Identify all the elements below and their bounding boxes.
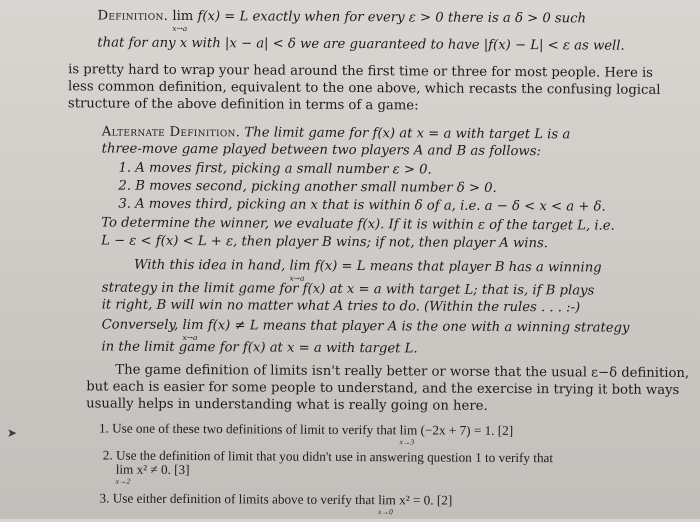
- definition-limit: lim x→a: [172, 8, 194, 34]
- closing-line-1: The game definition of limits isn't really better or worse that the usual ε−δ definition,: [115, 362, 690, 382]
- intro-line-3: structure of the above definition in terms of a game:: [67, 96, 419, 114]
- question-1-limit: lim x→3: [399, 422, 418, 447]
- move-item-3: 3. A moves third, picking an x that is within δ of a, i.e. a − δ < x < a + δ.: [118, 196, 606, 215]
- converse-line-2: in the limit game for f(x) at x = a with target L.: [101, 339, 418, 357]
- question-2-line-2: lim x→2 x² ≠ 0. [3]: [115, 461, 190, 486]
- idea-limit: lim x→a: [289, 258, 311, 283]
- winner-line-2: L − ε < f(x) < L + ε, then player B wins; if not, then player A wins.: [101, 233, 549, 252]
- question-2-limit: lim x→2: [115, 461, 134, 486]
- alt-definition-line-1: Alternate Definition. The limit game for f(x) at x = a with target L is a: [101, 124, 571, 143]
- closing-line-3: usually helps in understanding what is really going on here.: [86, 396, 488, 414]
- question-3: 3. Use either definition of limits above to verify that lim x→0 x² = 0. [2]: [99, 490, 453, 517]
- question-2-line-1: 2. Use the definition of limit that you didn't use in answering question 1 to verify that: [102, 447, 554, 466]
- definition-label: Definition.: [97, 8, 169, 24]
- move-item-1: 1. A moves first, picking a small number ε > 0.: [118, 160, 432, 178]
- idea-line-1: With this idea in hand, lim x→a f(x) = L means that player B has a winning: [133, 257, 602, 283]
- question-3-limit: lim x→0: [378, 492, 396, 517]
- question-1: 1. Use one of these two definitions of limit to verify that lim x→3 (−2x + 7) = 1. [2]: [98, 420, 514, 447]
- margin-arrow-icon: ➤: [6, 425, 18, 440]
- closing-line-2: but each is easier for some people to understand, and the exercise in trying it both ways: [86, 379, 680, 399]
- intro-line-2: less common definition, equivalent to the one above, which recasts the confusing logical: [68, 79, 661, 98]
- alt-definition-label: Alternate Definition.: [101, 124, 241, 141]
- idea-line-3: it right, B will win no matter what A tries to do. (Within the rules . . . :-): [101, 297, 581, 316]
- idea-line-2: strategy in the limit game for f(x) at x = a with target L; that is, if B plays: [101, 280, 595, 299]
- definition-line-1: Definition. lim x→a f(x) = L exactly when for every ε > 0 there is a δ > 0 such: [97, 8, 587, 34]
- definition-line-2: that for any x with |x − a| < δ we are guaranteed to have |f(x) − L| < ε as well.: [97, 35, 625, 54]
- intro-line-1: is pretty hard to wrap your head around the first time or three for most people. Here is: [68, 62, 654, 81]
- alt-definition-line-2: three-move game played between two players A and B as follows:: [101, 141, 541, 160]
- move-item-2: 2. B moves second, picking another small number δ > 0.: [118, 178, 497, 196]
- converse-limit: lim x→a: [182, 317, 204, 343]
- converse-line-1: Conversely, lim x→a f(x) ≠ L means that player A is the one with a winning strategy: [101, 317, 630, 343]
- winner-line-1: To determine the winner, we evaluate f(x). If it is within ε of the target L, i.e.: [101, 215, 615, 234]
